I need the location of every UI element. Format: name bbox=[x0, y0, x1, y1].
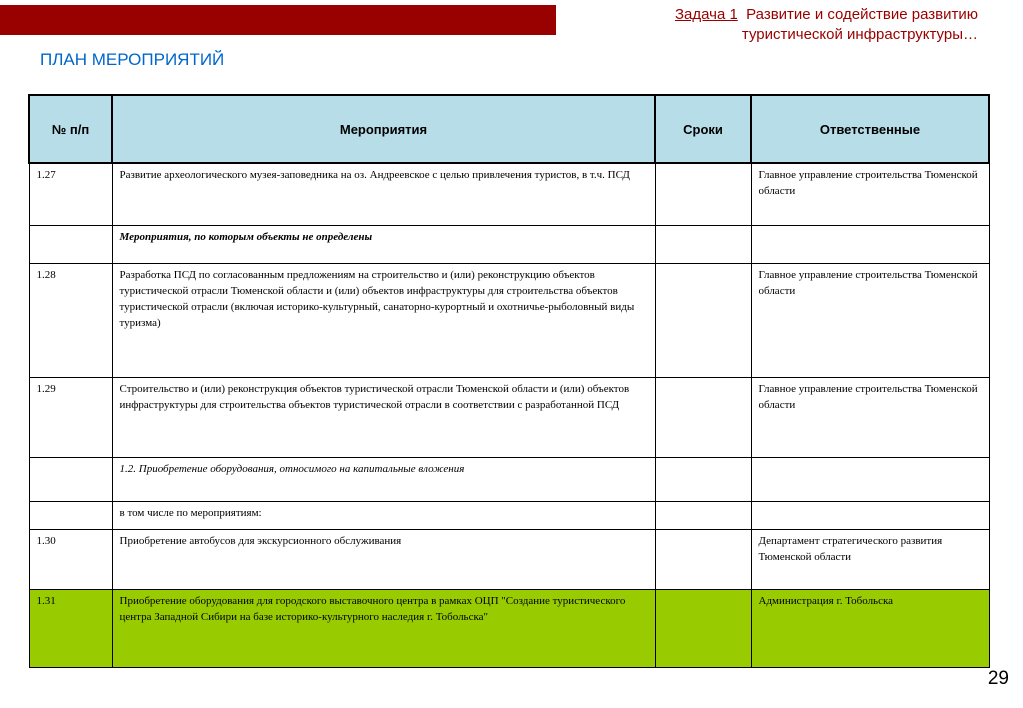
task-title bbox=[560, 5, 978, 45]
table-row bbox=[29, 163, 989, 225]
row-number bbox=[29, 225, 112, 263]
row-term bbox=[655, 501, 751, 529]
column-header-terms: Сроки bbox=[655, 95, 751, 163]
page-number: 29 bbox=[987, 668, 1009, 689]
row-responsible bbox=[751, 457, 989, 501]
task-label: Задача 1 bbox=[674, 6, 738, 23]
row-responsible: Главное управление строительства Тюменской области bbox=[751, 377, 989, 457]
row-responsible: Департамент стратегического развития Тюменской области bbox=[751, 529, 989, 589]
row-number bbox=[29, 501, 112, 529]
table-header-row bbox=[29, 95, 989, 163]
row-event: Строительство и (или) реконструкция объектов туристической отрасли Тюменской области и (или) объектов инфраструктуры для строительства объектов туристической отрасли в соответствии с разработанной ПСД bbox=[112, 377, 655, 457]
row-number: 1.30 bbox=[29, 529, 112, 589]
row-event: Приобретение автобусов для экскурсионного обслуживания bbox=[112, 529, 655, 589]
row-number: 1.29 bbox=[29, 377, 112, 457]
row-event: Разработка ПСД по согласованным предложениям на строительство и (или) реконструкцию объектов туристической отрасли Тюменской области и (или) объектов инфраструктуры для строительства объектов туристической отрасли (включая историко-культурный, санаторно-курортный и охотничье-рыболовный виды туризма) bbox=[112, 263, 655, 377]
row-event: Развитие археологического музея-заповедника на оз. Андреевское с целью привлечения туристов, в т.ч. ПСД bbox=[112, 163, 655, 225]
row-responsible bbox=[751, 225, 989, 263]
plan-title: ПЛАН МЕРОПРИЯТИЙ bbox=[40, 50, 225, 69]
table-row-highlighted bbox=[29, 589, 989, 667]
row-responsible: Главное управление строительства Тюменской области bbox=[751, 263, 989, 377]
row-term bbox=[655, 529, 751, 589]
row-term bbox=[655, 263, 751, 377]
row-term bbox=[655, 225, 751, 263]
table-row bbox=[29, 501, 989, 529]
task-title-line1: Развитие и содействие развитию bbox=[746, 6, 978, 23]
table-row bbox=[29, 377, 989, 457]
row-number: 1.28 bbox=[29, 263, 112, 377]
accent-bar bbox=[0, 5, 556, 35]
row-event: Мероприятия, по которым объекты не определены bbox=[112, 225, 655, 263]
row-responsible bbox=[751, 501, 989, 529]
row-event: в том числе по мероприятиям: bbox=[112, 501, 655, 529]
table-row bbox=[29, 457, 989, 501]
task-title-line2: туристической инфраструктуры… bbox=[741, 26, 978, 43]
row-number: 1.27 bbox=[29, 163, 112, 225]
plan-table bbox=[28, 94, 990, 668]
column-header-number: № п/п bbox=[29, 95, 112, 163]
row-term bbox=[655, 377, 751, 457]
table-row bbox=[29, 529, 989, 589]
row-term bbox=[655, 589, 751, 667]
row-event: Приобретение оборудования для городского выставочного центра в рамках ОЦП "Создание туристического центра Западной Сибири на базе историко-культурного наследия г. Тобольска" bbox=[112, 589, 655, 667]
row-number bbox=[29, 457, 112, 501]
row-term bbox=[655, 163, 751, 225]
row-term bbox=[655, 457, 751, 501]
row-number: 1.31 bbox=[29, 589, 112, 667]
row-responsible: Администрация г. Тобольска bbox=[751, 589, 989, 667]
column-header-events: Мероприятия bbox=[112, 95, 655, 163]
table-row bbox=[29, 263, 989, 377]
row-responsible: Главное управление строительства Тюменской области bbox=[751, 163, 989, 225]
row-event: 1.2. Приобретение оборудования, относимого на капитальные вложения bbox=[112, 457, 655, 501]
column-header-responsible: Ответственные bbox=[751, 95, 989, 163]
table-row bbox=[29, 225, 989, 263]
